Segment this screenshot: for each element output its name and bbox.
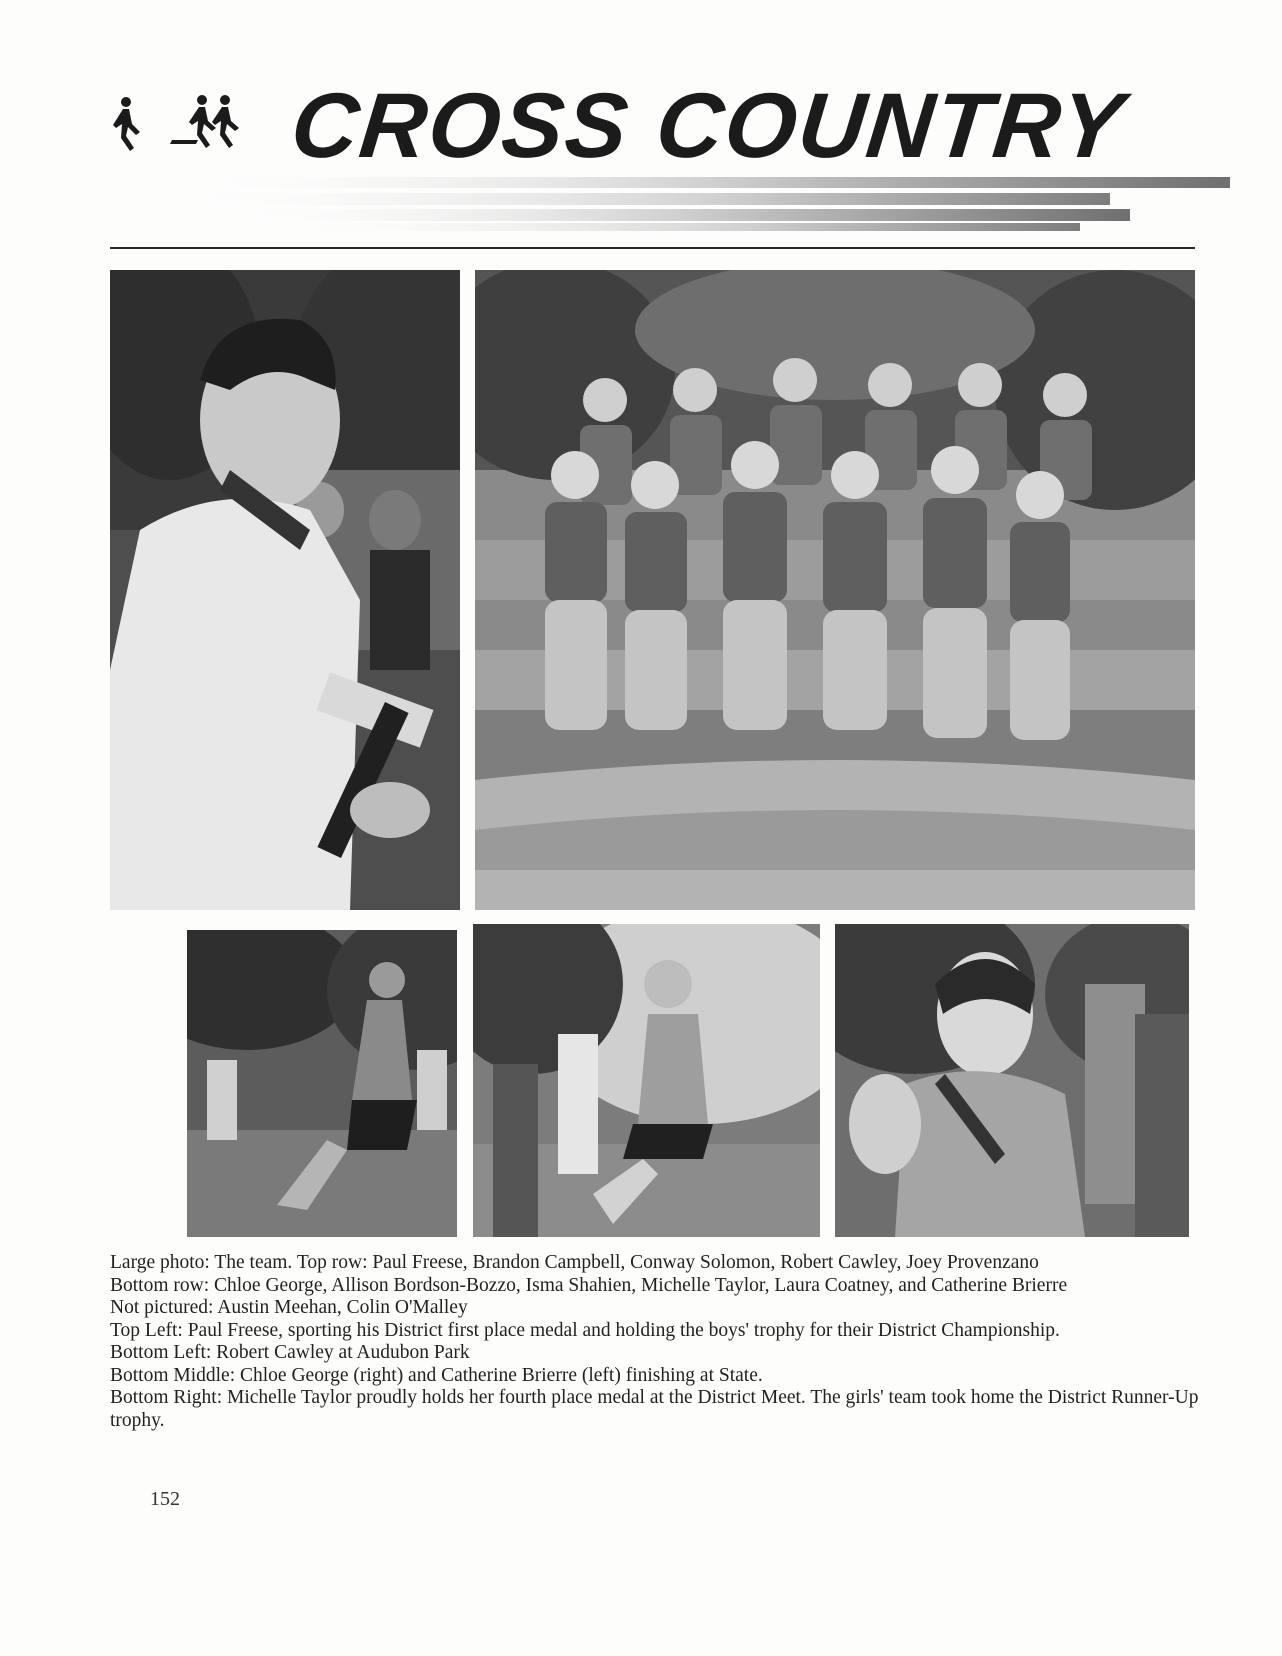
photo-caption	[110, 1252, 1200, 1432]
caption-line: Bottom Right: Michelle Taylor proudly holds her fourth place medal at the District Meet. The girls' team took home the District Runner-Up trophy.	[110, 1387, 1199, 1431]
speed-lines-graphic	[150, 175, 1230, 235]
photo-paul-freese-trophy	[110, 270, 460, 910]
header-rule	[110, 247, 1195, 249]
caption-line: Top Left: Paul Freese, sporting his District first place medal and holding the boys' trophy for their District Championship.	[110, 1319, 1060, 1341]
page-title: CROSS COUNTRY	[286, 75, 1130, 177]
page-number: 152	[150, 1488, 180, 1510]
photo-chloe-catherine-finish	[473, 924, 820, 1237]
caption-line: Bottom row: Chloe George, Allison Bordson-Bozzo, Isma Shahien, Michelle Taylor, Laura Coatney, and Catherine Brierre	[110, 1274, 1068, 1296]
photo-michelle-taylor-medal	[835, 924, 1189, 1237]
caption-line: Bottom Left: Robert Cawley at Audubon Park	[110, 1342, 470, 1363]
caption-line: Large photo: The team. Top row: Paul Freese, Brandon Campbell, Conway Solomon, Robert Cawley, Joey Provenzano	[110, 1252, 1039, 1273]
caption-line: Bottom Middle: Chloe George (right) and Catherine Brierre (left) finishing at State.	[110, 1364, 763, 1386]
photo-robert-cawley	[187, 930, 457, 1237]
section-header	[110, 60, 1210, 250]
caption-line: Not pictured: Austin Meehan, Colin O'Malley	[110, 1297, 468, 1318]
photo-team	[475, 270, 1195, 910]
running-figures-icon	[110, 88, 260, 178]
